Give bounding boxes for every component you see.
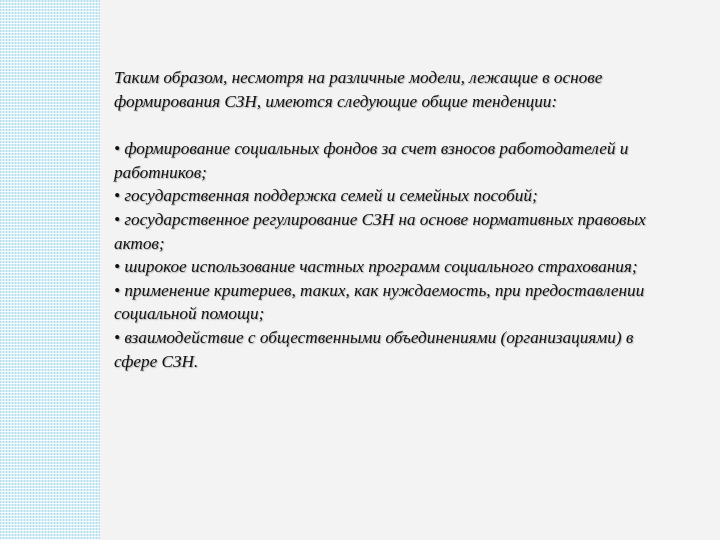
list-item: • формирование социальных фондов за счет взносов работодателей и работников; [114, 139, 629, 182]
intro-paragraph: Таким образом, несмотря на различные модели, лежащие в основе формирования СЗН, имеются следующие общие тенденции: [114, 68, 603, 111]
slide-text-block [114, 66, 674, 373]
list-item: • государственная поддержка семей и семейных пособий; [114, 186, 538, 206]
list-item: • государственное регулирование СЗН на основе нормативных правовых актов; [114, 209, 646, 253]
tendencies-list [114, 137, 674, 373]
list-item: • применение критериев, таких, как нуждаемость, при предоставлении социальной помощи; [114, 280, 645, 324]
list-item: • взаимодействие с общественными объединениями (организациями) в сфере СЗН. [114, 327, 634, 371]
decorative-side-stripe [0, 0, 100, 540]
list-item: • широкое использование частных программ социального страхования; [114, 257, 638, 277]
